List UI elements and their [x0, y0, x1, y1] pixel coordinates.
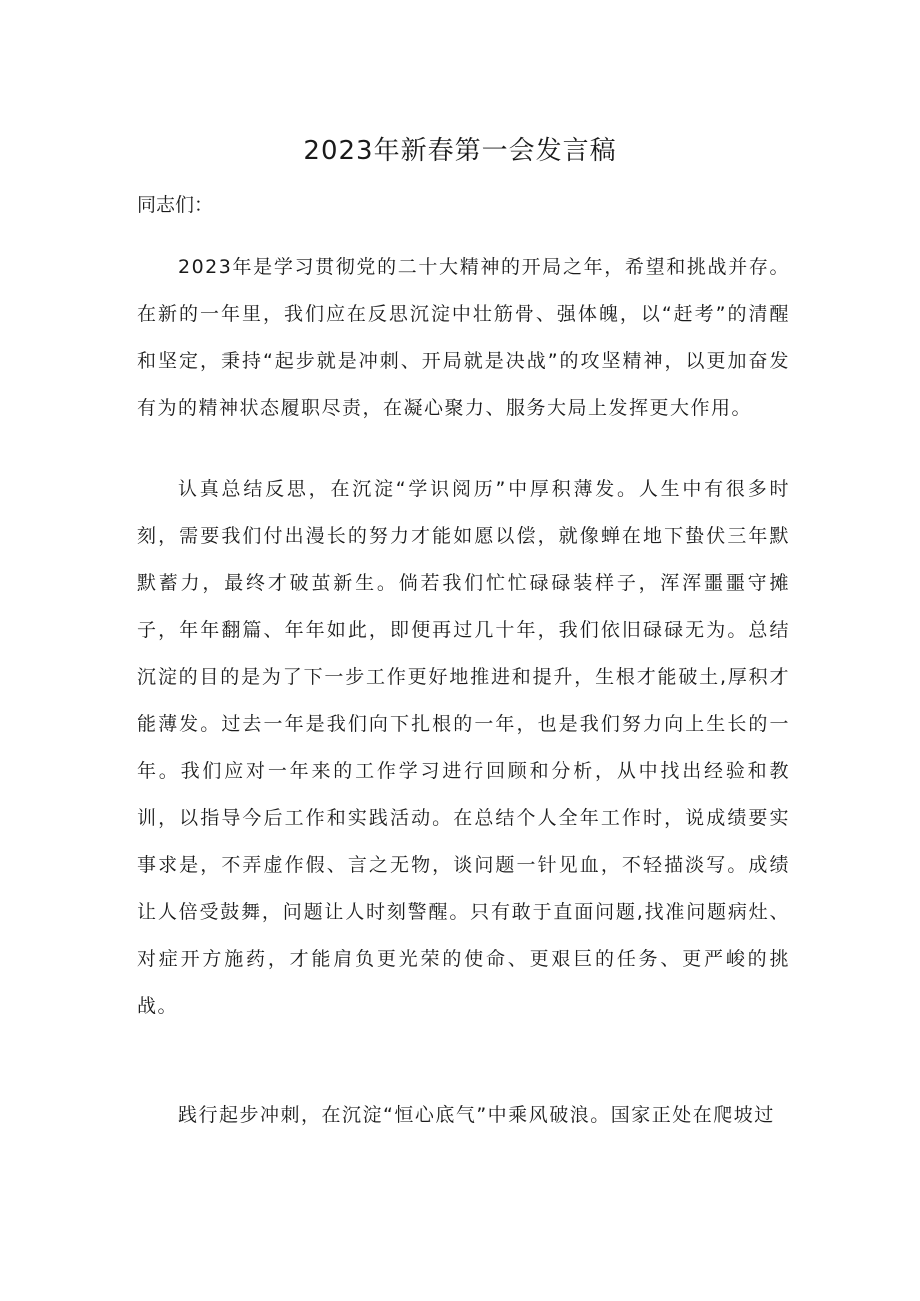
paragraph-2: 认真总结反思，在沉淀“学识阅历”中厚积薄发。人生中有很多时刻，需要我们付出漫长的努力才能如愿以偿，就像蝉在地下蛰伏三年默默蓄力，最终才破茧新生。倘若我们忙忙碌碌装样子，浑浑噩噩守摊子，年年翻篇、年年如此，即便再过几十年，我们依旧碌碌无为。总结沉淀的目的是为了下一步工作更好地推进和提升，生根才能破土,厚积才能薄发。过去一年是我们向下扎根的一年，也是我们努力向上生长的一年。我们应对一年来的工作学习进行回顾和分析，从中找出经验和教训，以指导今后工作和实践活动。在总结个人全年工作时，说成绩要实事求是，不弄虚作假、言之无物，谈问题一针见血，不轻描淡写。成绩让人倍受鼓舞，问题让人时刻警醒。只有敢于直面问题,找准问题病灶、对症开方施药，才能肩负更光荣的使命、更艰巨的任务、更严峻的挑战。	[137, 478, 790, 1017]
salutation: 同志们：	[137, 194, 214, 216]
paragraph-1: 2023年是学习贯彻党的二十大精神的开局之年，希望和挑战并存。在新的一年里，我们应在反思沉淀中壮筋骨、强体魄，以“赶考”的清醒和坚定，秉持“起步就是冲刺、开局就是决战”的攻坚精神，以更加奋发有为的精神状态履职尽责，在凝心聚力、服务大局上发挥更大作用。	[137, 256, 790, 419]
paragraph-3: 践行起步冲刺，在沉淀“恒心底气”中乘风破浪。国家正处在爬坡过	[178, 1104, 775, 1126]
document-title: 2023年新春第一会发言稿	[303, 136, 617, 166]
